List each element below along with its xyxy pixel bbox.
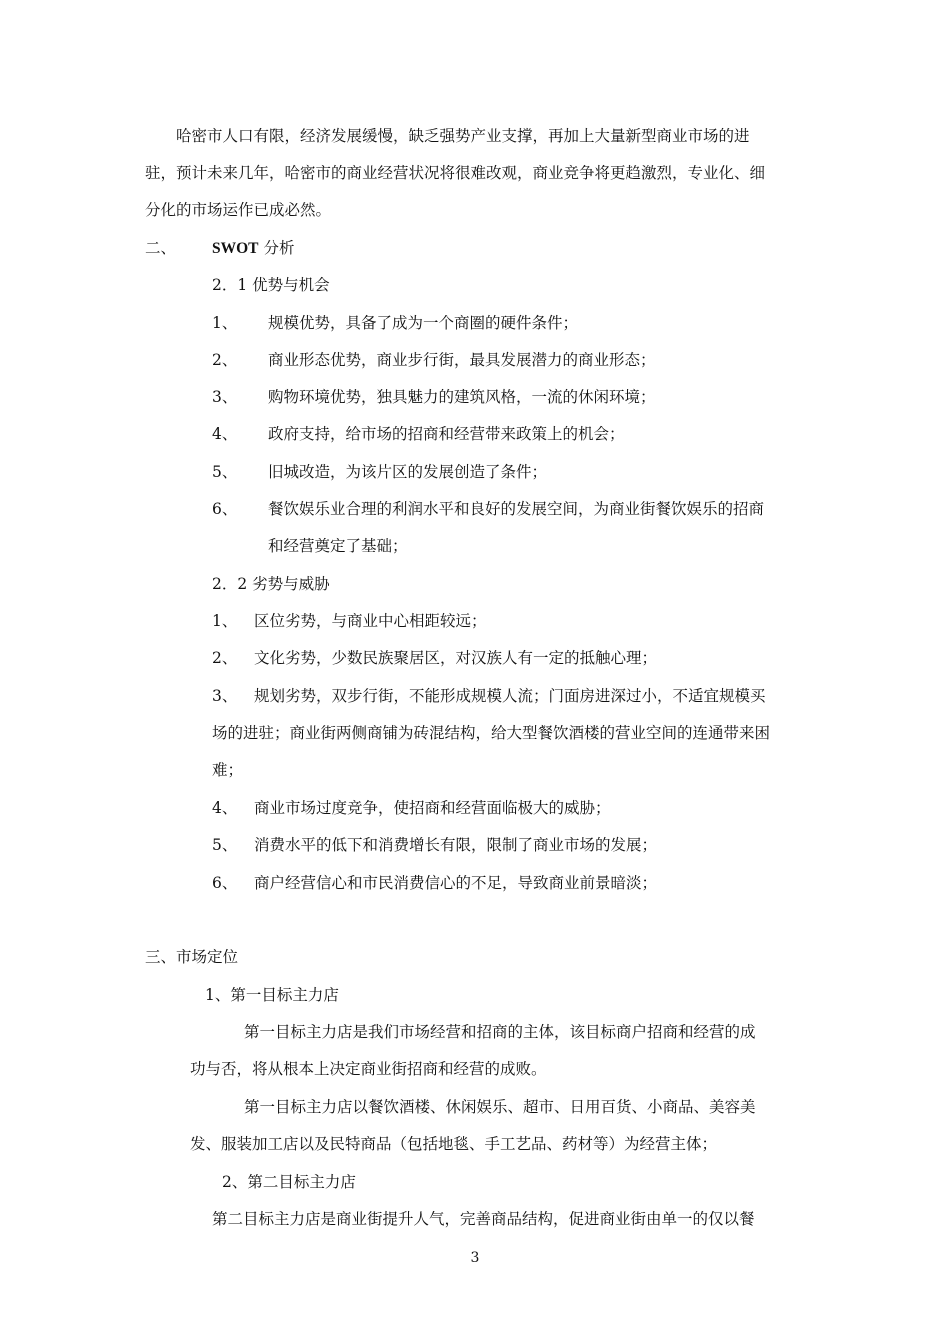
list-item-number: 2、	[212, 649, 238, 667]
list-item-text: 规模优势，具备了成为一个商圈的硬件条件；	[268, 314, 579, 332]
subsection-2-1-title: 2．1 优势与机会	[212, 276, 330, 294]
list-item-text: 商户经营信心和市民消费信心的不足，导致商业前景暗淡；	[254, 874, 658, 892]
intro-line-3: 分化的市场运作已成必然。	[145, 201, 332, 219]
list-item-text: 政府支持，给市场的招商和经营带来政策上的机会；	[268, 425, 625, 443]
section2-title-rest: 分析	[263, 239, 295, 257]
paragraph-line: 第二目标主力店是商业街提升人气，完善商品结构，促进商业街由单一的仅以餐	[212, 1210, 755, 1228]
list-item-text: 商业市场过度竞争，使招商和经营面临极大的威胁；	[254, 799, 611, 817]
list-item-number: 6、	[212, 874, 238, 892]
list-item-continuation: 和经营奠定了基础；	[268, 537, 408, 555]
section3-title: 三、市场定位	[145, 948, 239, 966]
paragraph-line: 功与否，将从根本上决定商业街招商和经营的成败。	[190, 1060, 547, 1078]
list-item-text: 规划劣势，双步行街，不能形成规模人流；门面房进深过小，不适宜规模买	[254, 687, 766, 705]
list-item-text: 消费水平的低下和消费增长有限，限制了商业市场的发展；	[254, 836, 658, 854]
subsection-2-2-title: 2．2 劣势与威胁	[212, 575, 330, 593]
intro-line-1: 哈密市人口有限，经济发展缓慢，缺乏强势产业支撑，再加上大量新型商业市场的进	[176, 127, 750, 145]
page-number: 3	[470, 1250, 480, 1266]
intro-line-2: 驻，预计未来几年，哈密市的商业经营状况将很难改观，商业竞争将更趋激烈，专业化、细	[145, 164, 766, 182]
list-item-text: 餐饮娱乐业合理的利润水平和良好的发展空间，为商业街餐饮娱乐的招商	[268, 500, 765, 518]
list-item-text: 区位劣势，与商业中心相距较远；	[254, 612, 487, 630]
list-item-number: 6、	[212, 500, 238, 518]
list-item-text: 旧城改造，为该片区的发展创造了条件；	[268, 463, 548, 481]
section2-title	[212, 238, 294, 259]
list-item-text: 购物环境优势，独具魅力的建筑风格，一流的休闲环境；	[268, 388, 656, 406]
list-item-text: 文化劣势，少数民族聚居区，对汉族人有一定的抵触心理；	[254, 649, 658, 667]
list-item-number: 4、	[212, 425, 238, 443]
list-item-number: 2、	[212, 351, 238, 369]
list-item-number: 3、	[212, 687, 238, 705]
list-item-number: 1、	[212, 612, 238, 630]
list-item-number: 5、	[212, 463, 238, 481]
list-item-continuation: 场的进驻；商业街两侧商铺为砖混结构，给大型餐饮酒楼的营业空间的连通带来困	[212, 724, 771, 742]
section2-number: 二、	[145, 239, 177, 257]
paragraph-line: 发、服装加工店以及民特商品（包括地毯、手工艺品、药材等）为经营主体；	[190, 1135, 718, 1153]
list-item-continuation: 难；	[212, 761, 244, 779]
paragraph-line: 第一目标主力店是我们市场经营和招商的主体，该目标商户招商和经营的成	[244, 1023, 756, 1041]
section2-title-bold: SWOT	[212, 240, 259, 257]
list-item-number: 4、	[212, 799, 238, 817]
list-item-number: 5、	[212, 836, 238, 854]
list-item-text: 商业形态优势，商业步行街，最具发展潜力的商业形态；	[268, 351, 656, 369]
list-item-number: 1、	[212, 314, 238, 332]
subsection-3-1-title: 1、第一目标主力店	[205, 986, 339, 1004]
subsection-3-2-title: 2、第二目标主力店	[222, 1173, 356, 1191]
paragraph-line: 第一目标主力店以餐饮酒楼、休闲娱乐、超市、日用百货、小商品、美容美	[244, 1098, 756, 1116]
list-item-number: 3、	[212, 388, 238, 406]
